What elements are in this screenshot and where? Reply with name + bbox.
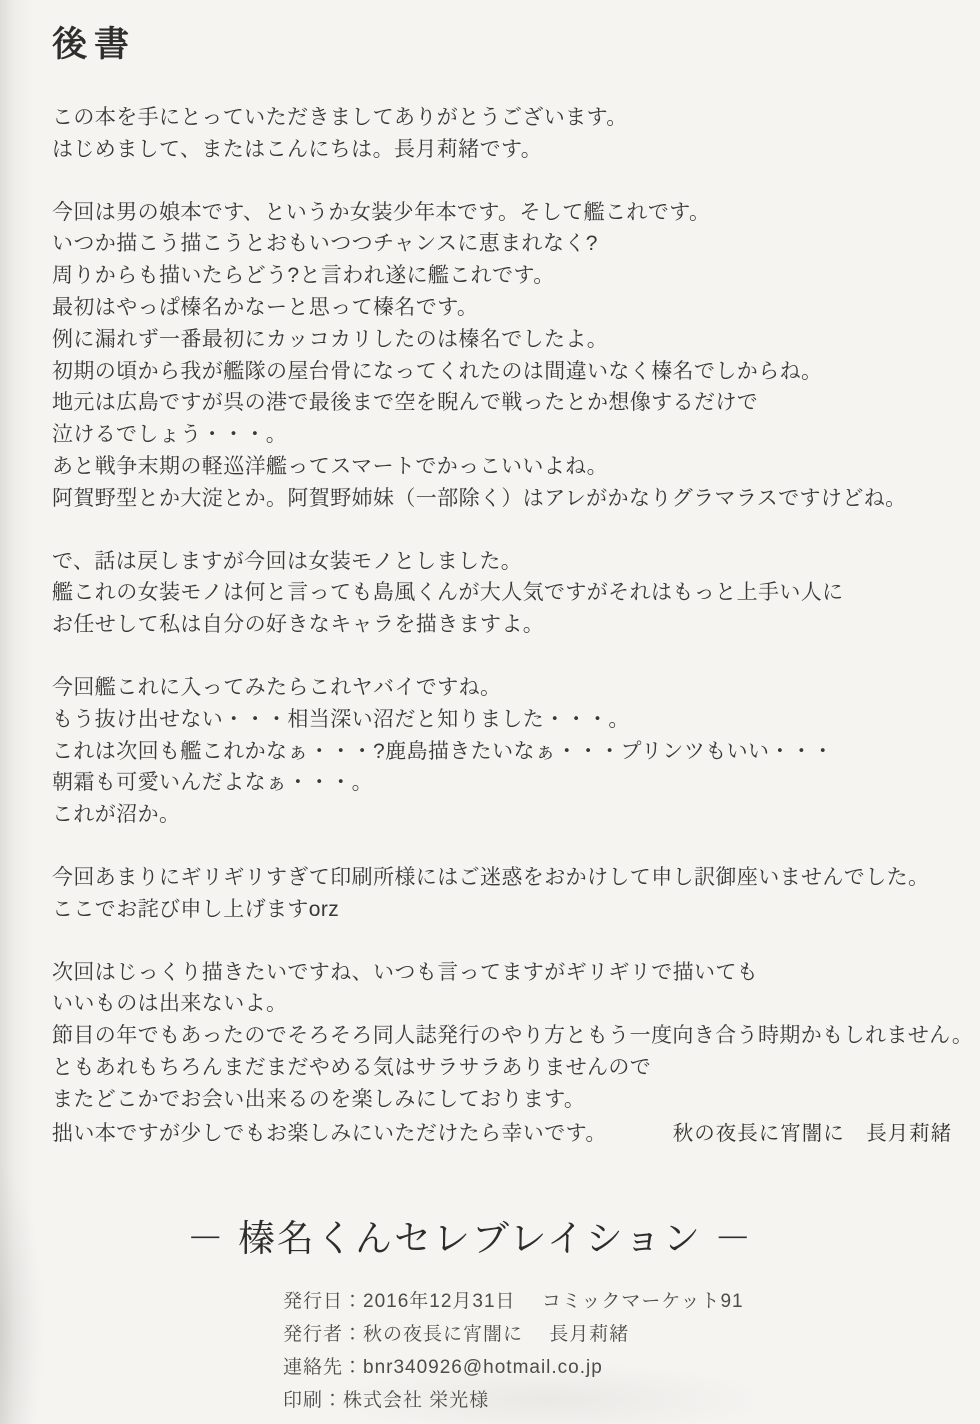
author-signature: 秋の夜長に宵闇に 長月莉緒	[672, 1122, 953, 1145]
text-line: で、話は戻しますが今回は女装モノとしました。	[52, 549, 523, 573]
text-line: 初期の頃から我が艦隊の屋台骨になってくれたのは間違いなく榛名でしからね。	[52, 359, 823, 383]
paragraph-swamp	[52, 672, 944, 831]
text-line: 泣けるでしょう・・・。	[52, 423, 288, 447]
page-title: 後書	[52, 25, 137, 64]
text-line: 艦これの女装モノは何と言っても島風くんが大人気ですがそれはもっと上手い人に	[52, 581, 844, 605]
book-title: － 榛名くんセレブレイション －	[186, 1218, 754, 1260]
text-line: 今回艦これに入ってみたらこれヤバイですね。	[52, 675, 502, 699]
closing-line: 拙い本ですが少しでもお楽しみにいただけたら幸いです。	[52, 1121, 607, 1145]
text-line: ここでお詫び申し上げますorz	[52, 897, 340, 921]
colophon-publisher: 発行者：秋の夜長に宵闇に 長月莉緒	[283, 1324, 630, 1346]
colophon	[283, 1285, 980, 1417]
text-line: 朝霜も可愛いんだよなぁ・・・。	[52, 771, 373, 795]
text-line: 阿賀野型とか大淀とか。阿賀野姉妹（一部除く）はアレがかなりグラマラスですけどね。	[52, 486, 907, 510]
colophon-publish-date: 発行日：2016年12月31日 コミックマーケット91	[283, 1291, 744, 1313]
text-line: 例に漏れず一番最初にカッコカリしたのは榛名でしたよ。	[52, 327, 609, 351]
text-line: はじめまして、またはこんにちは。長月莉緒です。	[52, 137, 543, 161]
text-line: これが沼か。	[52, 803, 181, 827]
paragraph-nexttime	[52, 957, 974, 1150]
text-line: 今回あまりにギリギリすぎて印刷所様にはご迷惑をおかけして申し訳御座いませんでした。	[52, 865, 930, 889]
text-line: お任せして私は自分の好きなキャラを描きますよ。	[52, 613, 545, 637]
text-line: またどこかでお会い出来るのを楽しみにしております。	[52, 1087, 586, 1111]
text-line: もう抜け出せない・・・相当深い沼だと知りました・・・。	[52, 707, 630, 731]
paragraph-crossdress	[52, 546, 944, 641]
text-line: 地元は広島ですが呉の港で最後まで空を睨んで戦ったとか想像するだけで	[52, 391, 759, 415]
text-line: 次回はじっくり描きたいですね、いつも言ってますがギリギリで描いても	[52, 960, 759, 984]
text-line: 今回は男の娘本です、というか女装少年本です。そして艦これです。	[52, 200, 711, 224]
text-line: いつか描こう描こうとおもいつつチャンスに恵まれなく?	[52, 232, 598, 256]
text-line: ともあれもちろんまだまだやめる気はサラサラありませんので	[52, 1055, 652, 1079]
text-line: いいものは出来ないよ。	[52, 992, 288, 1016]
paragraph-greeting	[52, 102, 944, 166]
text-line: あと戦争末期の軽巡洋艦ってスマートでかっこいいよね。	[52, 454, 608, 478]
text-line: 周りからも描いたらどう?と言われ遂に艦これです。	[52, 264, 555, 288]
colophon-contact-email: 連絡先：bnr340926@hotmail.co.jp	[283, 1357, 603, 1379]
text-line: 最初はやっぱ榛名かなーと思って榛名です。	[52, 295, 479, 319]
text-line: これは次回も艦これかなぁ・・・?鹿島描きたいなぁ・・・プリンツもいい・・・	[52, 739, 834, 763]
paragraph-haruna	[52, 197, 944, 515]
text-line: 節目の年でもあったのでそろそろ同人誌発行のやり方ともう一度向き合う時期かもしれません。	[52, 1024, 974, 1048]
paragraph-apology	[52, 862, 944, 926]
colophon-printer: 印刷：株式会社 栄光様	[283, 1390, 490, 1412]
text-line: この本を手にとっていただきましてありがとうございます。	[52, 106, 628, 129]
closing-row	[52, 1116, 953, 1150]
